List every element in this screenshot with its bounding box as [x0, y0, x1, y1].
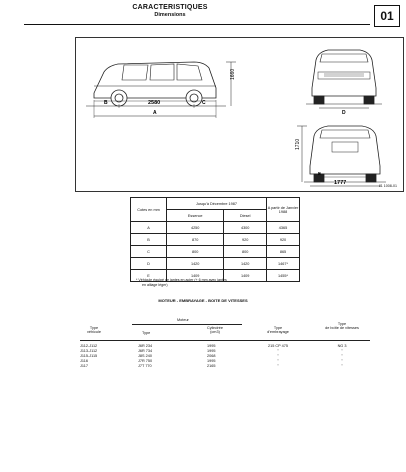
col-vehicule-header-line2: véhicule [87, 330, 101, 334]
vehicle-drawings [76, 38, 403, 191]
dim-b-label: B [104, 100, 108, 106]
dim-a-label: A [153, 110, 157, 116]
list-item: J6R 234 [138, 344, 153, 348]
rear-width-label: 1777 [334, 180, 347, 186]
list-item: J113-J112 [80, 349, 98, 353]
cell-cote: C [131, 246, 167, 258]
cell-cote: E [131, 270, 167, 282]
dimension-figure [75, 37, 404, 192]
section-title: CARACTERISTIQUES [132, 4, 208, 11]
list-item: J8S 240 [138, 354, 152, 358]
list-item: 2068 [207, 354, 216, 358]
list-item: 1995 [207, 359, 216, 363]
front-view-drawing [306, 50, 382, 108]
dim-c-label: C [202, 100, 206, 106]
col-boite-header-line1: Type [337, 322, 347, 326]
rear-height-label: 1710 [295, 138, 301, 150]
page-number: 01 [374, 5, 400, 27]
list-item: 2165 [207, 364, 216, 368]
cell-diesel: 1420 [224, 258, 267, 270]
col-diesel-header: Diesel [224, 210, 267, 222]
cell-essence: 870 [167, 234, 224, 246]
wheelbase-label: 2580 [148, 100, 161, 106]
list-item: J115-J115 [80, 354, 98, 358]
dim-d-label: D [342, 110, 346, 116]
list-item: 215 CP 475 [268, 344, 288, 348]
col-type-values [138, 344, 152, 369]
cell-essence: 1409 [167, 270, 224, 282]
table-note [136, 278, 306, 288]
col-vehicule-values [80, 344, 97, 369]
table-row [131, 222, 300, 234]
cell-cote: B [131, 234, 167, 246]
cell-essence: 4250 [167, 222, 224, 234]
list-item: J117 [80, 364, 88, 368]
list-item: J7R 750 [138, 359, 153, 363]
cell-diesel: 4300 [224, 222, 267, 234]
col-type-header: Type [142, 331, 151, 335]
engine-table [80, 318, 380, 388]
cell-diesel: 1409 [224, 270, 267, 282]
list-item: " [341, 359, 343, 363]
list-item: 1995 [207, 344, 216, 348]
note-line-2: en alliage léger) [142, 283, 168, 287]
cell-apartir: 1455* [267, 270, 300, 282]
list-item: J116 [80, 359, 88, 363]
header-rule [24, 24, 370, 25]
col-cote-header: Cotes en mm [131, 198, 167, 222]
col-cylindree-values [207, 344, 215, 369]
col-embrayage-header-line1: Type [273, 326, 283, 330]
list-item: " [277, 359, 279, 363]
list-item: " [341, 349, 343, 353]
cell-cote: D [131, 258, 167, 270]
cell-essence: 1420 [167, 258, 224, 270]
cell-apartir: 920 [267, 234, 300, 246]
cell-essence: 800 [167, 246, 224, 258]
col-boite-header-line2: de boîte de vitesses [325, 326, 359, 330]
cell-diesel: 800 [224, 246, 267, 258]
side-height-label: 1660 [230, 68, 236, 80]
list-item: J7T 770 [138, 364, 152, 368]
list-item: " [341, 364, 343, 368]
list-item: J112-J112 [80, 344, 98, 348]
cell-cote: A [131, 222, 167, 234]
moteur-rule [132, 324, 242, 325]
list-item: 1995 [207, 349, 216, 353]
list-item: " [277, 349, 279, 353]
list-item: NG 3 [337, 344, 347, 348]
col-vehicule-header-line1: Type [89, 326, 99, 330]
list-item: " [341, 354, 343, 358]
cell-diesel: 920 [224, 234, 267, 246]
note-line-1: * Véhicule équipé de jantes en acier (+ 6 mm avec jantes [136, 278, 227, 282]
col-embrayage-header [260, 326, 296, 334]
figure-reference: 81 1008-01 [378, 184, 397, 188]
side-view-drawing [86, 62, 236, 118]
list-item: " [277, 354, 279, 358]
col-essence-header: Essence [167, 210, 224, 222]
col-embrayage-header-line2: d'embrayage [267, 330, 289, 334]
col-vehicule-header [80, 326, 108, 334]
col-boite-values [330, 344, 354, 369]
rear-view-drawing [297, 126, 386, 186]
col-cylindree-header-line1: Cylindrée [206, 326, 224, 330]
list-item: " [277, 364, 279, 368]
header-rule [80, 340, 370, 341]
col-jusqu-header: Jusqu'à Décembre 1987 [167, 198, 267, 210]
col-boite-header [312, 322, 372, 330]
table-row [131, 234, 300, 246]
dim-e-label: E [318, 171, 322, 176]
col-moteur-header: Moteur [177, 318, 189, 322]
list-item: J6R 734 [138, 349, 153, 353]
col-cylindree-header [200, 326, 230, 334]
cell-apartir: 865 [267, 246, 300, 258]
dimensions-table [130, 197, 300, 282]
table-row [131, 258, 300, 270]
cell-apartir: 1467* [267, 258, 300, 270]
col-cylindree-header-line2: (cm3) [210, 330, 220, 334]
cell-apartir: 4365 [267, 222, 300, 234]
col-apartir-header: A partir de Janvier 1988 [267, 198, 300, 222]
engine-section-title: MOTEUR - EMBRAYAGE - BOITE DE VITESSES [158, 298, 248, 303]
col-embrayage-values [262, 344, 294, 369]
section-subtitle: Dimensions [154, 12, 186, 18]
table-row [131, 246, 300, 258]
